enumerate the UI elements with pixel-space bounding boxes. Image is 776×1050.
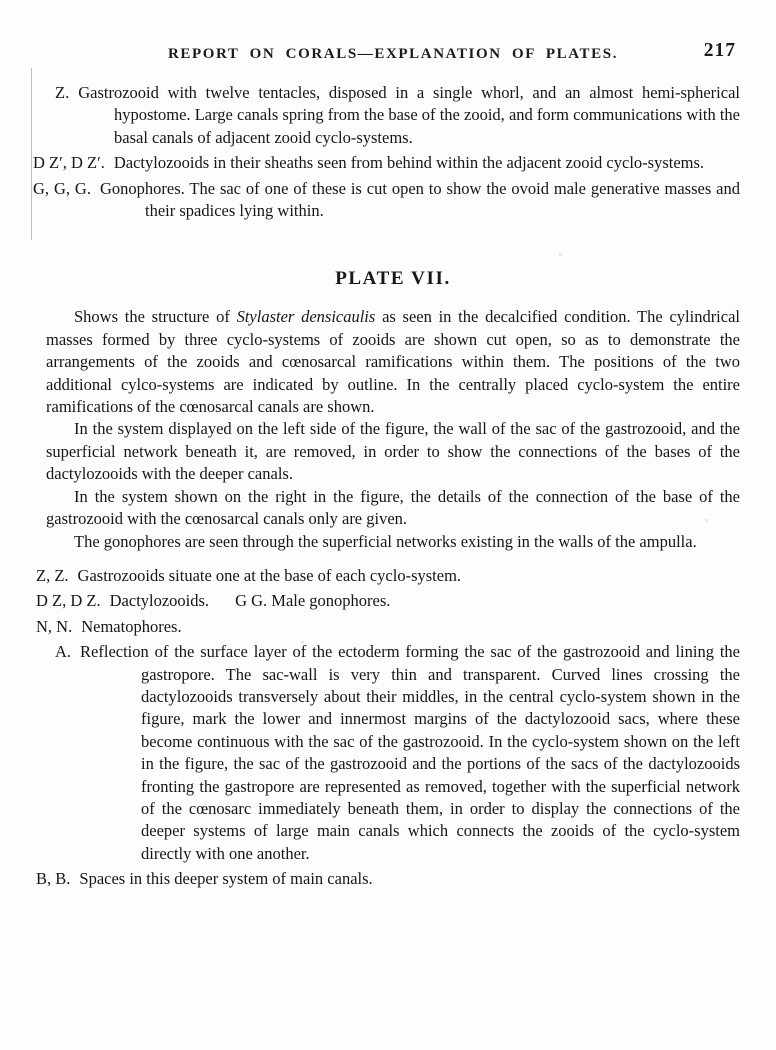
item-text: Nematophores.: [81, 616, 182, 636]
paragraph-text: as seen in the decalcified condition. The cylindrical masses formed by three cyclo-systems of zooids are shown cut open, so as to demonstrate the arrangements of the zooids and cœnosarcal ramifications within them. The positions of the two additional cylco-systems are indicated by outline. In the centrally placed cyclo-system the entire ramifications of the cœnosarcal canals are shown.: [46, 307, 740, 417]
running-header-title: REPORT ON CORALS—EXPLANATION OF PLATES.: [167, 46, 619, 62]
running-header: [46, 40, 740, 64]
species-name: Stylaster densicaulis: [236, 307, 376, 327]
paragraph-text: Shows the structure of: [74, 307, 237, 327]
intro-paragraph-3: In the system shown on the right in the figure, the details of the connection of the base of the gastrozooid with the cœnosarcal canals only are given.: [46, 486, 740, 529]
item-label: G, G, G.: [33, 178, 91, 198]
explanation-item-dzdz: [36, 590, 740, 612]
item-label: Z.: [55, 83, 70, 102]
intro-paragraph-2: In the system displayed on the left side of the figure, the wall of the sac of the gastrozooid, and the superficial network beneath it, are removed, in order to show the connections of the bases of the dactylozooids with the deeper canals.: [46, 419, 740, 484]
plate7-explanation-items: [36, 565, 740, 891]
item-label: D Z′, D Z′.: [33, 153, 105, 173]
intro-paragraph-4: The gonophores are seen through the superficial networks existing in the walls of the ampulla.: [74, 531, 697, 551]
item-text: Dactylozooids.: [109, 591, 210, 611]
item-text: Gonophores. The sac of one of these is cut open to show the ovoid male generative masses and their spadices lying within.: [99, 178, 740, 221]
plate6-explanation-items: [33, 82, 740, 222]
item-text: Gastrozooid with twelve tentacles, disposed in a single whorl, and an almost hemi-spherical hypostome. Large canals spring from the base of the zooid, and form communications with the basal canals of adjacent zooid cyclo-systems.: [78, 83, 740, 147]
intro-paragraph-1: [46, 306, 740, 418]
plate7-intro: [46, 306, 740, 552]
page-number: 217: [703, 40, 736, 61]
explanation-item-g: [33, 178, 740, 223]
item-text: Spaces in this deeper system of main canals.: [79, 869, 373, 889]
explanation-item-a: [46, 641, 740, 865]
plate-vii-heading: PLATE VII.: [335, 268, 451, 290]
item-text: Dactylozooids in their sheaths seen from behind within the adjacent zooid cyclo-systems.: [113, 153, 705, 173]
explanation-item-dz-prime: [33, 152, 740, 174]
explanation-item-z: [46, 82, 740, 149]
item-text: Gastrozooids situate one at the base of each cyclo-system.: [77, 565, 462, 585]
item-label: B, B.: [36, 869, 71, 889]
item-label: A.: [55, 642, 72, 662]
scan-speckles: [0, 0, 1, 1]
item-label: N, N.: [36, 616, 73, 636]
scan-artifact-line: [31, 68, 32, 240]
explanation-item-bb: [36, 868, 740, 890]
item-text: Reflection of the surface layer of the ectoderm forming the sac of the gastrozooid and lining the gastropore. The sac-wall is very thin and transparent. Curved lines crossing the dactylozooids transversely about their middles, in the central cyclo-system shown in the figure, mark the lower and innermost margins of the dactylozooid sacs, where these become continuous with the sac of the gastrozooid. In the cyclo-system shown on the left in the figure, the sac of the gastrozooid and the portions of the sacs of the dactylozooids fronting the gastropore are represented as removed, together with the superficial network of the cœnosarc immediately beneath them, in order to display the connections of the deeper systems of large main canals which connects the zooids of the cyclo-system directly with one another.: [80, 642, 740, 863]
item-label: D Z, D Z.: [36, 591, 101, 611]
explanation-item-nn: [36, 616, 740, 638]
item-text-secondary: G G. Male gonophores.: [235, 591, 391, 611]
item-label: Z, Z.: [36, 565, 69, 585]
explanation-item-zz: [36, 565, 740, 587]
